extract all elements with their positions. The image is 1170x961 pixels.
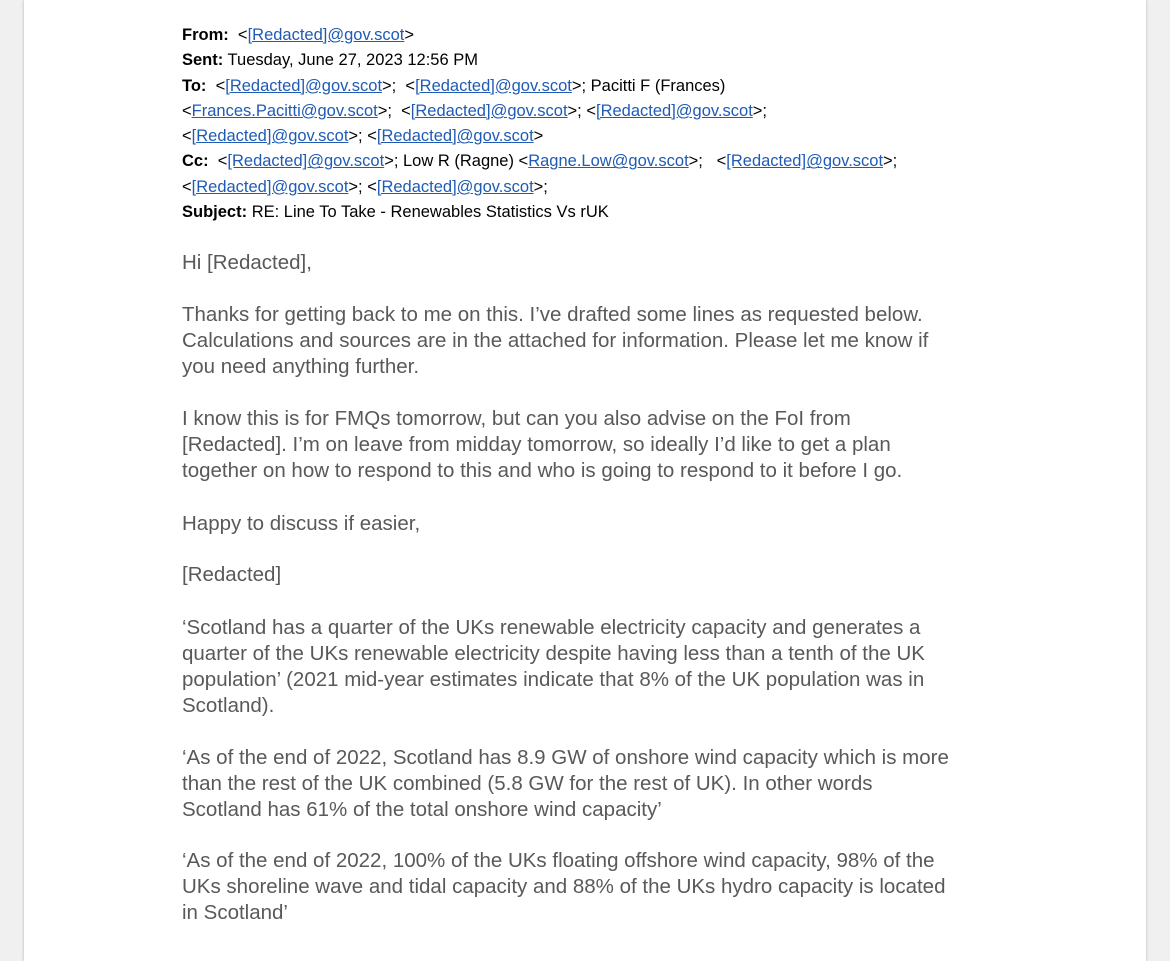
paragraph-1-line-3: you need anything further. xyxy=(182,355,420,378)
to-email-link-2[interactable]: [Redacted]@gov.scot xyxy=(415,76,572,95)
paragraph-2-line-3: together on how to respond to this and who is going to respond to it before I go. xyxy=(182,459,903,482)
paragraph-1-line-2: Calculations and sources are in the attached for information. Please let me know if xyxy=(182,329,929,352)
from-label: From: xyxy=(182,26,229,44)
subject-value: RE: Line To Take - Renewables Statistics Vs rUK xyxy=(251,203,609,222)
subject-label: Subject: xyxy=(182,203,248,222)
to-email-link-1[interactable]: [Redacted]@gov.scot xyxy=(225,76,383,95)
cc-email-link-4[interactable]: [Redacted]@gov.scot xyxy=(191,177,349,196)
sent-value: Tuesday, June 27, 2023 12:56 PM xyxy=(227,51,478,70)
to-email-link-6[interactable]: [Redacted]@gov.scot xyxy=(191,127,349,146)
quote-1-line-1: ‘Scotland has a quarter of the UKs renewable electricity capacity and generates a xyxy=(182,616,921,639)
quote-1-line-3: population’ (2021 mid-year estimates indicate that 8% of the UK population was in xyxy=(182,668,925,691)
cc-label: Cc: xyxy=(182,152,209,171)
to-name-3: Pacitti F (Frances) xyxy=(590,76,726,95)
greeting xyxy=(182,250,1062,276)
quote-2 xyxy=(182,745,1062,823)
quote-3-line-2: UKs shoreline wave and tidal capacity and 88% of the UKs hydro capacity is located xyxy=(182,875,946,898)
paragraph-2 xyxy=(182,406,1062,484)
to-label: To: xyxy=(182,76,207,95)
from-bracket-close: > xyxy=(404,26,414,44)
to-email-link-3[interactable]: Frances.Pacitti@gov.scot xyxy=(191,101,378,120)
paragraph-3 xyxy=(182,511,1062,537)
to-email-link-4[interactable]: [Redacted]@gov.scot xyxy=(410,101,568,120)
cc-line-1: Cc: <[Redacted]@gov.scot>; Low R (Ragne) <Ragne.Low@gov.scot>; <[Redacted]@gov.scot>; xyxy=(182,152,898,171)
quote-3 xyxy=(182,848,1062,926)
quote-3-line-1: ‘As of the end of 2022, 100% of the UKs floating offshore wind capacity, 98% of the xyxy=(182,849,935,872)
quote-2-line-3: Scotland has 61% of the total onshore wind capacity’ xyxy=(182,798,662,821)
paragraph-1 xyxy=(182,302,1062,380)
quote-1-line-4: Scotland). xyxy=(182,694,275,717)
email-header xyxy=(182,23,1082,225)
paragraph-2-line-2: [Redacted]. I’m on leave from midday tomorrow, so ideally I’d like to get a plan xyxy=(182,433,891,456)
sent-line xyxy=(182,48,1082,73)
document-page xyxy=(24,0,1146,961)
paragraph-3-text: Happy to discuss if easier, xyxy=(182,512,421,535)
from-line xyxy=(182,23,1082,48)
cc-line-2: <[Redacted]@gov.scot>; <[Redacted]@gov.scot>; xyxy=(182,177,548,196)
to-email-link-7[interactable]: [Redacted]@gov.scot xyxy=(376,127,534,146)
cc-email-link-2[interactable]: Ragne.Low@gov.scot xyxy=(528,152,689,171)
to-line-1: To: <[Redacted]@gov.scot>; <[Redacted]@gov.scot>; Pacitti F (Frances) xyxy=(182,76,726,95)
signoff xyxy=(182,562,1062,588)
subject-line xyxy=(182,200,1082,225)
to-email-link-5[interactable]: [Redacted]@gov.scot xyxy=(596,101,753,120)
signoff-text: [Redacted] xyxy=(182,563,282,586)
quote-1 xyxy=(182,615,1062,719)
cc-email-link-5[interactable]: [Redacted]@gov.scot xyxy=(376,177,534,196)
to-line-3: <[Redacted]@gov.scot>; <[Redacted]@gov.scot> xyxy=(182,127,544,146)
to-line-2: <Frances.Pacitti@gov.scot>; <[Redacted]@gov.scot>; <[Redacted]@gov.scot>; xyxy=(182,101,768,120)
quote-2-line-1: ‘As of the end of 2022, Scotland has 8.9 GW of onshore wind capacity which is more xyxy=(182,746,949,769)
paragraph-2-line-1: I know this is for FMQs tomorrow, but can you also advise on the FoI from xyxy=(182,407,851,430)
from-email-link[interactable]: [Redacted]@gov.scot xyxy=(247,26,405,44)
cc-email-link-3[interactable]: [Redacted]@gov.scot xyxy=(726,152,884,171)
sent-label: Sent: xyxy=(182,51,224,70)
cc-email-link-1[interactable]: [Redacted]@gov.scot xyxy=(227,152,385,171)
quote-2-line-2: than the rest of the UK combined (5.8 GW for the rest of UK). In other words xyxy=(182,772,873,795)
quote-3-line-3: in Scotland’ xyxy=(182,901,288,924)
cc-name-2: Low R (Ragne) xyxy=(403,152,514,171)
from-bracket-open: < xyxy=(237,26,248,44)
paragraph-1-line-1: Thanks for getting back to me on this. I’ve drafted some lines as requested below. xyxy=(182,303,923,326)
greeting-text: Hi [Redacted], xyxy=(182,251,312,274)
quote-1-line-2: quarter of the UKs renewable electricity despite having less than a tenth of the UK xyxy=(182,642,925,665)
